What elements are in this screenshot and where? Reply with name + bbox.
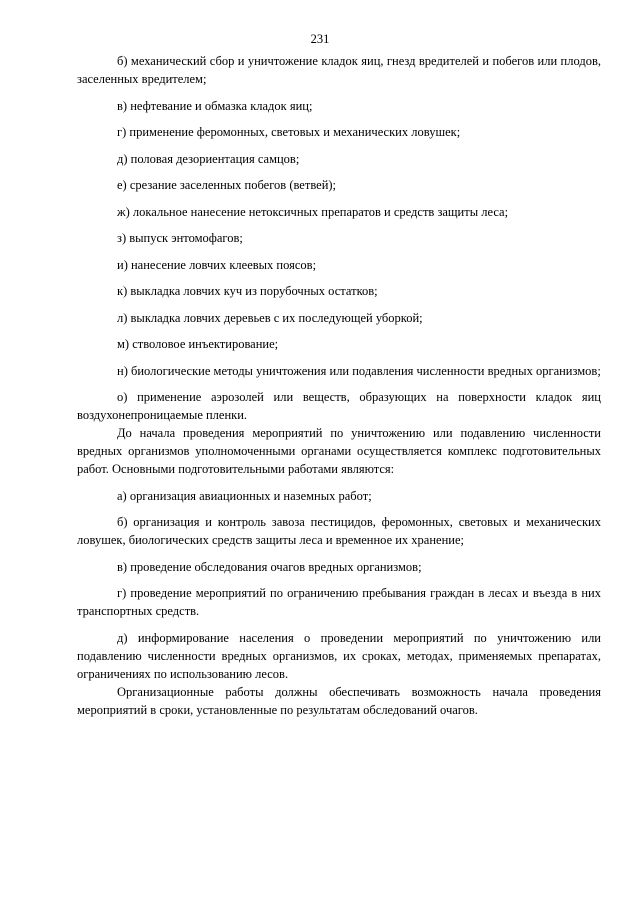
list-item-m: м) стволовое инъектирование; <box>117 337 279 351</box>
list-item-e: е) срезание заселенных побегов (ветвей); <box>117 178 337 192</box>
prep-item-a: а) организация авиационных и наземных работ; <box>117 488 372 503</box>
prep-item-g: г) проведение мероприятий по ограничению пребывания граждан в лесах и въезда в них транспортных средств. <box>77 586 601 618</box>
preparatory-works-paragraph: До начала проведения мероприятий по уничтожению или подавлению численности вредных организмов уполномоченными органами осуществляется комплекс подготовительных работ. Основными подготовительными работами являются: <box>77 426 601 476</box>
list-item-v: в) нефтевание и обмазка кладок яиц; <box>117 98 313 113</box>
page-number: 231 <box>310 32 330 46</box>
list-item-n: н) биологические методы уничтожения или подавления численности вредных организмов; <box>117 363 601 378</box>
list-item-g: г) применение феромонных, световых и механических ловушек; <box>117 125 461 139</box>
list-item-d: д) половая дезориентация самцов; <box>117 151 300 166</box>
document-body <box>77 52 601 719</box>
prep-item-v: в) проведение обследования очагов вредных организмов; <box>117 559 422 574</box>
list-item-o: о) применение аэрозолей или веществ, образующих на поверхности кладок яиц воздухонепроницаемые пленки. <box>77 390 601 422</box>
list-item-z: з) выпуск энтомофагов; <box>117 231 243 245</box>
list-item-b: б) механический сбор и уничтожение кладок яиц, гнезд вредителей и побегов или плодов, заселенных вредителем; <box>77 54 601 86</box>
list-item-k: к) выкладка ловчих куч из порубочных остатков; <box>117 284 378 298</box>
list-item-l: л) выкладка ловчих деревьев с их последующей уборкой; <box>117 310 423 325</box>
list-item-zh: ж) локальное нанесение нетоксичных препаратов и средств защиты леса; <box>117 204 509 219</box>
closing-paragraph: Организационные работы должны обеспечивать возможность начала проведения мероприятий в сроки, установленные по результатам обследований очагов. <box>77 684 601 717</box>
list-item-i: и) нанесение ловчих клеевых поясов; <box>117 257 317 272</box>
prep-item-d: д) информирование населения о проведении мероприятий по уничтожению или подавлению численности вредных организмов, их сроках, методах, применяемых препаратах, ограничениях по использованию лесов. <box>77 630 601 681</box>
prep-item-b: б) организация и контроль завоза пестицидов, феромонных, световых и механических ловушек, биологических средств защиты леса и временное их хранение; <box>77 515 601 547</box>
